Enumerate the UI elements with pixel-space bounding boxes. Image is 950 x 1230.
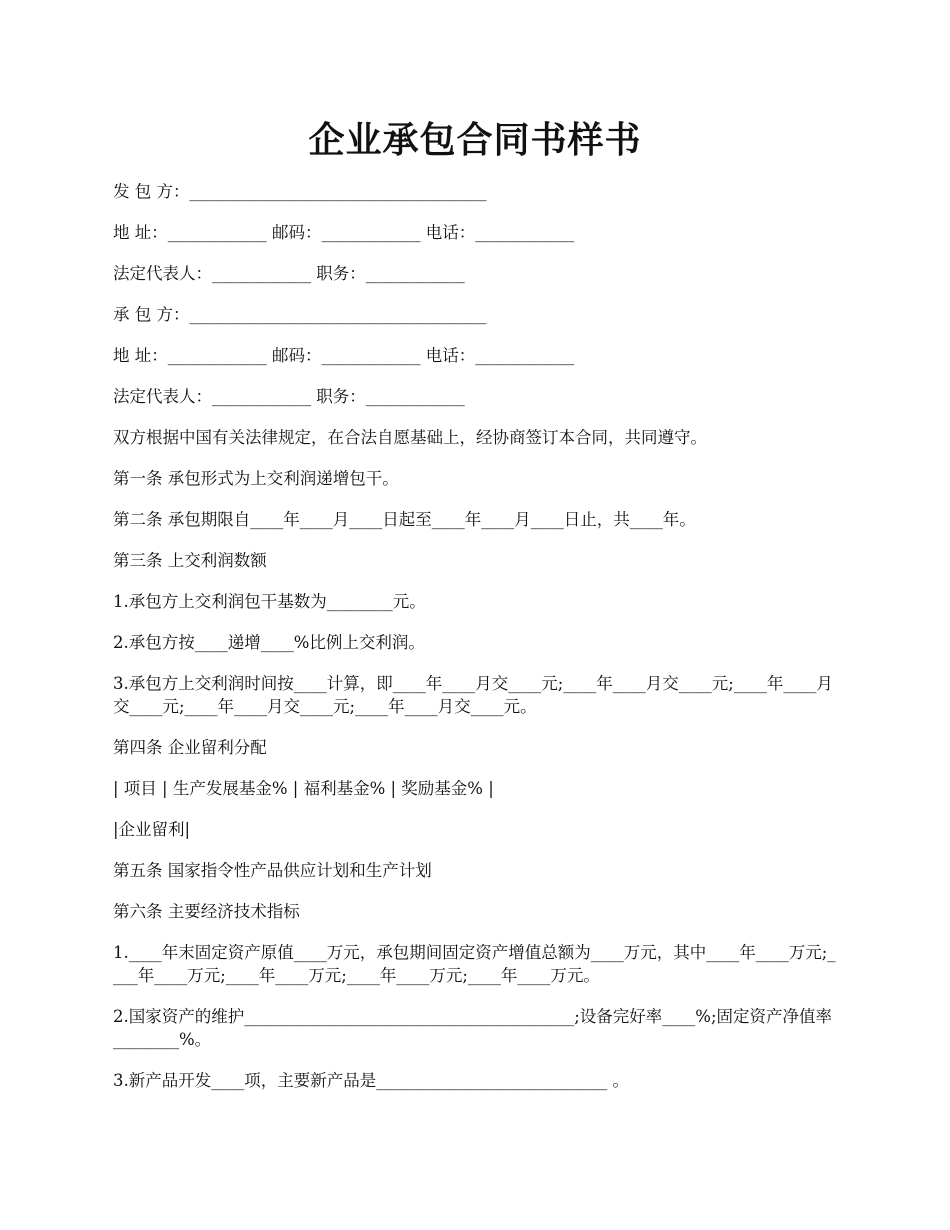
party-b-address-line: 地 址：____________ 邮码：____________ 电话：____________ xyxy=(113,346,575,365)
article-2: 第二条 承包期限自____年____月____日起至____年____月____日止，共____年。 xyxy=(113,510,696,529)
article-3-item-2: 2.承包方按____递增____%比例上交利润。 xyxy=(113,633,425,652)
retained-profit-table-row: |企业留利| xyxy=(113,820,191,839)
article-1: 第一条 承包形式为上交利润递增包干。 xyxy=(113,469,399,488)
party-b-line: 承 包 方：____________________________________ xyxy=(113,305,487,324)
document-body xyxy=(113,180,838,1110)
article-6-item-1: 1.____年末固定资产原值____万元，承包期间固定资产增值总额为____万元，其中____年____万元;____年____万元;____年____万元;____年____万元;____年____万元。 xyxy=(113,943,836,985)
document-title: 企业承包合同书样书 xyxy=(308,119,642,161)
party-a-representative-line: 法定代表人：____________ 职务：____________ xyxy=(113,264,465,283)
preamble-paragraph: 双方根据中国有关法律规定，在合法自愿基础上，经协商签订本合同，共同遵守。 xyxy=(113,428,707,447)
article-4-heading: 第四条 企业留利分配 xyxy=(113,738,267,757)
article-5-heading: 第五条 国家指令性产品供应计划和生产计划 xyxy=(113,861,432,880)
party-a-line: 发 包 方：____________________________________ xyxy=(113,182,487,201)
article-3-heading: 第三条 上交利润数额 xyxy=(113,551,267,570)
article-6-heading: 第六条 主要经济技术指标 xyxy=(113,902,300,921)
article-6-item-2: 2.国家资产的维护________________________________________;设备完好率____%;固定资产净值率________%。 xyxy=(113,1007,833,1049)
article-3-item-3: 3.承包方上交利润时间按____计算，即____年____月交____元;____年____月交____元;____年____月交____元;____年____月交____元;____年____月交____元。 xyxy=(113,674,833,716)
article-6-item-3: 3.新产品开发____项，主要新产品是____________________________ 。 xyxy=(113,1071,629,1090)
party-b-representative-line: 法定代表人：____________ 职务：____________ xyxy=(113,387,465,406)
party-a-address-line: 地 址：____________ 邮码：____________ 电话：____________ xyxy=(113,223,575,242)
retained-profit-table-header: | 项目 | 生产发展基金% | 福利基金% | 奖励基金% | xyxy=(113,779,494,798)
article-3-item-1: 1.承包方上交利润包干基数为________元。 xyxy=(113,592,426,611)
